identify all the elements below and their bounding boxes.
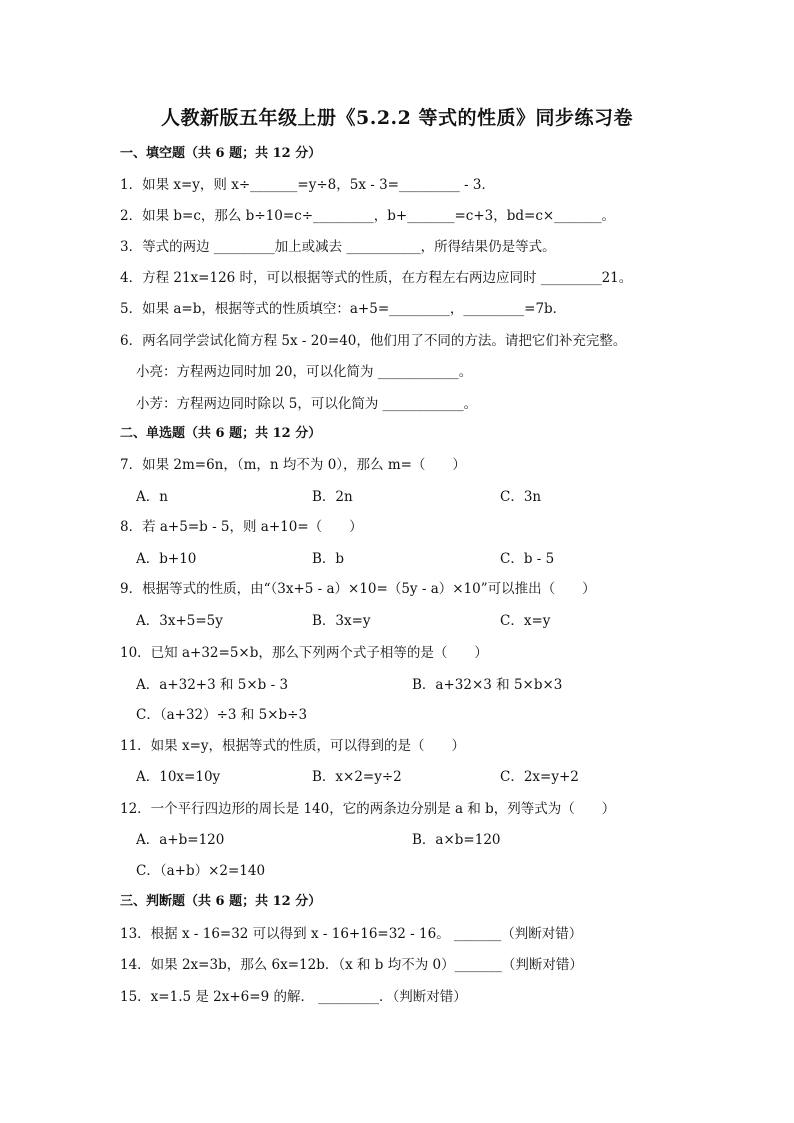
question-15: 15．x=1.5 是 2x+6=9 的解． _________．（判断对错） — [120, 989, 467, 1005]
q11-option-b: B．x×2=y÷2 — [312, 769, 402, 785]
q12-option-c: C．（a+b）×2=140 — [136, 863, 266, 879]
q11-option-a: A．10x=10y — [136, 769, 221, 785]
question-8: 8．若 a+5=b - 5，则 a+10=（ ） — [120, 519, 363, 535]
q7-option-b: B．2n — [312, 489, 353, 505]
q8-option-b: B．b — [312, 551, 345, 567]
question-10: 10．已知 a+32=5×b，那么下列两个式子相等的是（ ） — [120, 645, 488, 661]
question-11: 11．如果 x=y，根据等式的性质，可以得到的是（ ） — [120, 738, 466, 754]
question-13: 13．根据 x - 16=32 可以得到 x - 16+16=32 - 16。 _______（判断对错） — [120, 926, 583, 942]
section-fill-blank: 一、填空题（共 6 题；共 12 分） — [120, 146, 322, 161]
question-6-part-a: 小亮：方程两边同时加 20，可以化简为 ____________。 — [136, 364, 473, 380]
question-5: 5．如果 a=b，根据等式的性质填空：a+5=_________，_________=7b． — [120, 301, 567, 317]
question-12: 12．一个平行四边形的周长是 140，它的两条边分别是 a 和 b，列等式为（ ） — [120, 801, 616, 817]
page-title: 人教新版五年级上册《5.2.2 等式的性质》同步练习卷 — [160, 107, 633, 129]
q8-option-c: C．b - 5 — [500, 551, 555, 567]
q11-option-c: C．2x=y+2 — [500, 769, 579, 785]
q9-option-a: A．3x+5=5y — [136, 613, 223, 629]
q10-option-a: A．a+32+3 和 5×b - 3 — [136, 677, 289, 693]
question-9: 9．根据等式的性质，由“（3x+5 - a）×10=（5y - a）×10”可以推出（ ） — [120, 581, 596, 597]
question-14: 14．如果 2x=3b，那么 6x=12b．（x 和 b 均不为 0）_______（判断对错） — [120, 957, 583, 973]
q8-option-a: A．b+10 — [136, 551, 197, 567]
q9-option-c: C．x=y — [500, 613, 551, 629]
question-1: 1．如果 x=y，则 x÷_______=y÷8，5x - 3=_________ - 3． — [120, 177, 495, 193]
q9-option-b: B．3x=y — [312, 613, 371, 629]
q10-option-b: B．a+32×3 和 5×b×3 — [412, 677, 563, 693]
question-3: 3．等式的两边 _________加上或减去 ___________，所得结果仍是等式。 — [120, 239, 556, 255]
question-6-part-b: 小芳：方程两边同时除以 5，可以化简为 ____________。 — [136, 396, 478, 412]
question-4: 4．方程 21x=126 时，可以根据等式的性质，在方程左右两边应同时 _________21。 — [120, 270, 633, 286]
question-2: 2．如果 b=c，那么 b÷10=c÷_________，b+_______=c+3，bd=c×_______。 — [120, 208, 615, 224]
q12-option-b: B．a×b=120 — [412, 832, 501, 848]
q10-option-c: C．（a+32）÷3 和 5×b÷3 — [136, 707, 308, 723]
q7-option-c: C．3n — [500, 489, 542, 505]
section-true-false: 三、判断题（共 6 题；共 12 分） — [120, 894, 322, 909]
question-6: 6．两名同学尝试化简方程 5x - 20=40，他们用了不同的方法。请把它们补充完整。 — [120, 333, 627, 349]
q12-option-a: A．a+b=120 — [136, 832, 225, 848]
section-single-choice: 二、单选题（共 6 题；共 12 分） — [120, 426, 322, 441]
question-7: 7．如果 2m=6n，（m，n 均不为 0），那么 m=（ ） — [120, 457, 466, 473]
q7-option-a: A．n — [136, 489, 168, 505]
